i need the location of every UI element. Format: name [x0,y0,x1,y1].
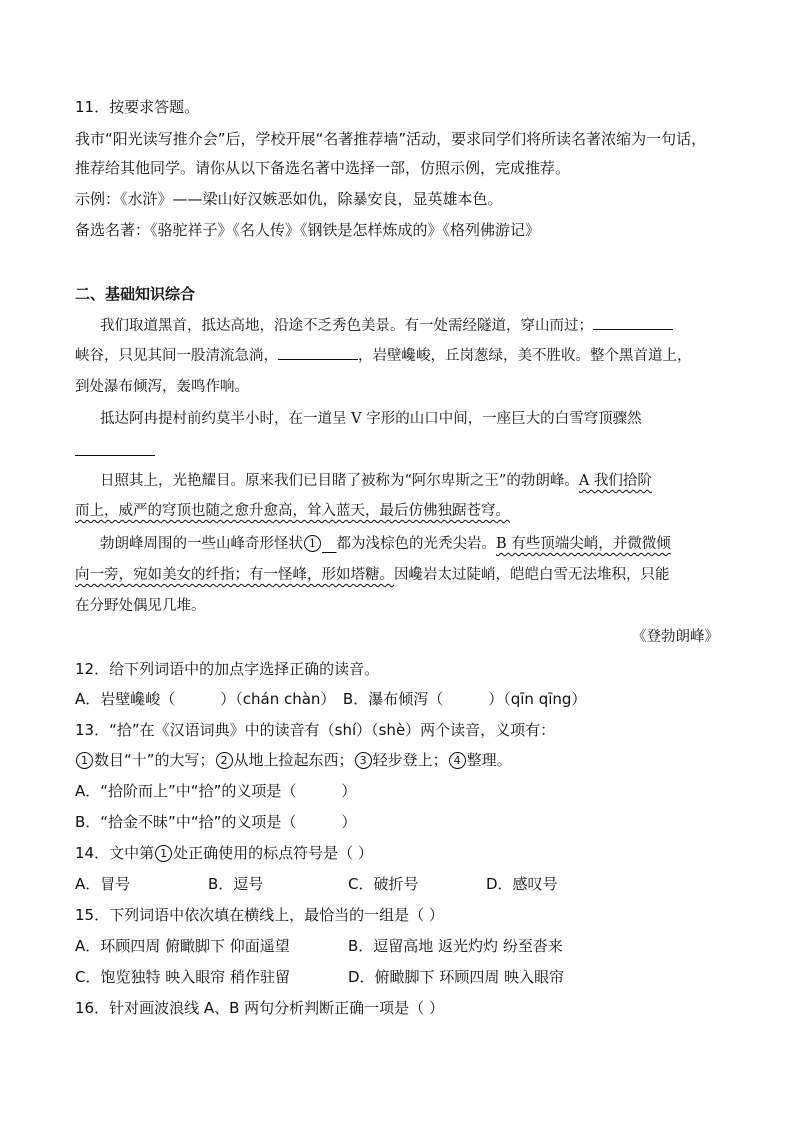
passage-p1-line1: 我们取道黑首，抵达高地，沿途不乏秀色美景。有一处需经隧道，穿山而过； [100,315,673,337]
circle-number-1: 1 [155,845,172,862]
q11-example: 示例：《水浒》——梁山好汉嫉恶如仇，除暴安良，显英雄本色。 [75,190,503,208]
blank-3[interactable] [75,441,155,456]
q11-options: 备选名著：《骆驼祥子》《名人传》《钢铁是怎样炼成的》《格列佛游记》 [75,221,541,239]
q13-option-a: A．“拾阶而上”中“拾”的义项是（ ） [75,782,357,800]
circle-number-1: 1 [304,535,321,552]
q15-option-d: D．俯瞰脚下 环顾四周 映入眼帘 [348,968,565,986]
q15-option-c: C．饱览独特 映入眼帘 稍作驻留 [75,968,291,986]
q15-stem: 15．下列词语中依次填在横线上，最恰当的一组是（ ） [75,906,444,924]
q15-option-b: B．逗留高地 返光灼灼 纷至沓来 [348,937,563,955]
passage-p2-line1: 抵达阿冉提村前约莫半小时，在一道呈 V 字形的山口中间，一座巨大的白雪穹顶骤然 [100,411,642,427]
blank-1[interactable] [593,315,673,330]
passage-p4-line3: 在分野处偶见几堆。 [75,598,206,614]
q14-stem: 14．文中第 1 处正确使用的标点符号是（ ） [75,844,373,862]
q11-paragraph-line2: 推荐给其他同学。请你从以下备选名著中选择一部，仿照示例，完成推荐。 [75,159,571,177]
blank-2[interactable] [278,345,358,360]
q15-option-a: A．环顾四周 俯瞰脚下 仰面遥望 [75,937,290,955]
wavy-sentence-b-end: 向一旁，宛如美女的纤指；有一怪峰，形如塔糖。 [75,567,394,583]
q14-option-d: D．感叹号 [486,875,558,893]
circle-number-2: 2 [216,752,233,769]
wavy-sentence-a-start: A 我们拾阶 [578,473,652,489]
passage-p3-line2 [75,500,510,522]
q14-option-c: C．破折号 [348,875,419,893]
q16-stem: 16．针对画波浪线 A、B 两句分析判断正确一项是（ ） [75,999,444,1017]
q11-title [75,96,199,118]
q13-option-b: B．“拾金不昧”中“拾”的义项是（ ） [75,813,357,831]
passage-source: 《登勃朗峰》 [632,629,719,645]
q14-option-a: A．冒号 [75,875,131,893]
section-heading: 二、基础知识综合 [75,285,196,303]
q12-stem: 12．给下列词语中的加点字选择正确的读音。 [75,660,380,678]
q14-option-b: B．逗号 [208,875,264,893]
passage-p4-line2: 向一旁，宛如美女的纤指；有一怪峰，形如塔糖。因巉岩太过陡峭，皑皑白雪无法堆积，只能 [75,567,670,583]
wavy-sentence-b-start: B 有些顶端尖峭，并微微倾 [496,536,671,552]
passage-p3-line1: 日照其上，光艳耀目。原来我们已目睹了被称为“阿尔卑斯之王”的勃朗峰。A 我们拾阶 [100,473,652,489]
q11-title-text: 按要求答题。 [109,98,200,116]
blank-circle-1 [303,536,337,552]
q13-meanings: 1 数目“十”的大写； 2 从地上捡起东西； 3 轻步登上； 4 整理。 [75,749,512,771]
q11-paragraph-line1: 我市“阳光读写推介会”后，学校开展“名著推荐墙”活动，要求同学们将所读名著浓缩为一句话， [75,130,707,148]
passage-p4-line1: 勃朗峰周围的一些山峰奇形怪状 1 都为浅棕色的光秃尖岩。B 有些顶端尖峭，并微微倾 [100,536,671,552]
circle-number-3: 3 [355,752,372,769]
circle-number-4: 4 [449,752,466,769]
q13-stem: 13．“拾”在《汉语词典》中的读音有（shí）（shè）两个读音，义项有： [75,721,556,739]
q11-number: 11． [75,98,110,116]
passage-p2-blank-line [75,440,155,462]
passage-p1-line2: 峡谷，只见其间一股清流急淌， ，岩壁巉峻，丘岗葱绿，美不胜收。整个黑首道上， [75,345,692,367]
q12-options: A．岩壁巉峻（ ）（chán chàn） B．瀑布倾泻（ ）（qīn qīng） [75,690,587,708]
circle-number-1: 1 [76,752,93,769]
passage-p1-line3: 到处瀑布倾泻，轰鸣作响。 [75,379,249,395]
wavy-sentence-a-end: 而上，威严的穹顶也随之愈升愈高，耸入蓝天，最后仿佛独踞苍穹。 [75,503,510,519]
